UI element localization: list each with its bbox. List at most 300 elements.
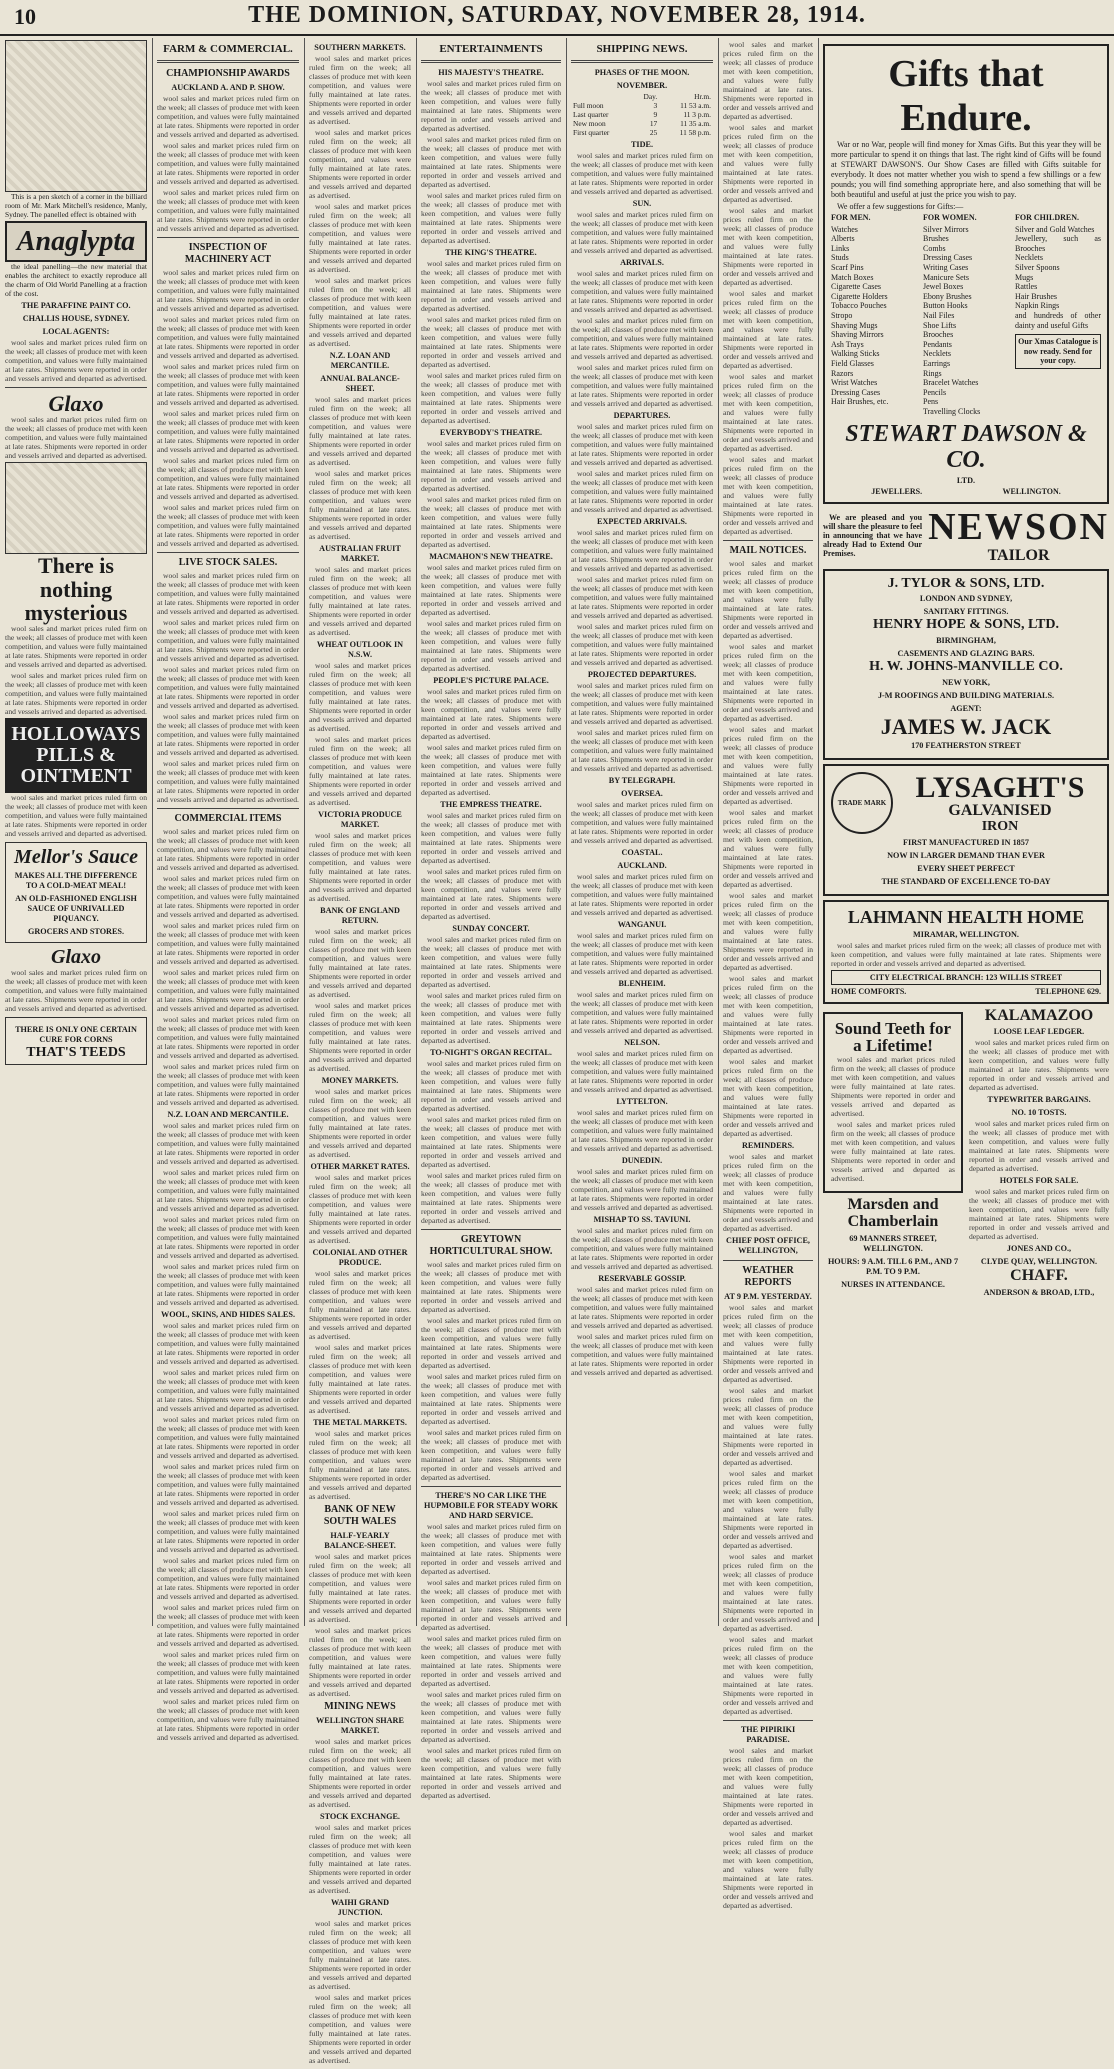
filler: wool sales and market prices ruled firm on the week; all classes of produce met with keen competition, and values were fully maintained at late rates. Shipments were reported in order and vessels arrived and departed as advertised. xyxy=(157,1603,299,1648)
table-row xyxy=(571,128,713,137)
filler: wool sales and market prices ruled firm on the week; all classes of produce met with keen competition, and values were fully maintained at late rates. Shipments were reported in order and vessels arrived and departed as advertised. xyxy=(309,1626,411,1698)
filler: wool sales and market prices ruled firm on the week; all classes of produce met with keen competition, and values were fully maintained at late rates. Shipments were reported in order and vessels arrived and departed as advertised. xyxy=(309,469,411,541)
tylor-loc: LONDON AND SYDNEY, xyxy=(919,594,1013,604)
projected-departures-heading: PROJECTED DEPARTURES. xyxy=(587,670,697,679)
gift-list-item: Jewel Boxes xyxy=(923,282,964,292)
filler: wool sales and market prices ruled firm on the week; all classes of produce met with keen competition, and values were fully maintained at late rates. Shipments were reported in order and vessels arrived and departed as advertised. xyxy=(571,1226,713,1271)
gift-list-item: Watches xyxy=(831,224,858,234)
column-shipping xyxy=(566,38,719,1626)
filler: wool sales and market prices ruled firm on the week; all classes of produce met with keen competition, and values were fully maintained at late rates. Shipments were reported in order and vessels arrived and departed as advertised. xyxy=(723,289,813,370)
newson-name: NEWSON xyxy=(928,505,1109,548)
filler: wool sales and market prices ruled firm on the week; all classes of produce met with keen competition, and values were fully maintained at late rates. Shipments were reported in order and vessels arrived and departed as advertised. xyxy=(157,968,299,1013)
sunday-concert-heading: SUNDAY CONCERT. xyxy=(452,924,530,933)
newson-tailor: TAILOR xyxy=(987,546,1050,564)
filler: wool sales and market prices ruled firm on the week; all classes of produce met with keen competition, and values were fully maintained at late rates. Shipments were reported in order and vessels arrived and departed as advertised. xyxy=(421,1522,561,1576)
gift-list-item: Napkin Rings xyxy=(1015,301,1060,311)
filler: wool sales and market prices ruled firm on the week; all classes of produce met with keen competition, and values were fully maintained at late rates. Shipments were reported in order and vessels arrived and departed as advertised. xyxy=(571,622,713,667)
gift-list-item: Razors xyxy=(831,368,854,378)
table-header-cell: Day. xyxy=(643,92,658,101)
filler: wool sales and market prices ruled firm on the week; all classes of produce met with keen competition, and values were fully maintained at late rates. Shipments were reported in order and vessels arrived and departed as advertised. xyxy=(969,1187,1109,1242)
johns-name: H. W. JOHNS-MANVILLE CO. xyxy=(869,658,1063,674)
birmingham: BIRMINGHAM, xyxy=(936,635,996,645)
filler: wool sales and market prices ruled firm on the week; all classes of produce met with keen competition, and values were fully maintained at late rates. Shipments were reported in order and vessels arrived and departed as advertised. xyxy=(723,1303,813,1384)
filler: wool sales and market prices ruled firm on the week; all classes of produce met with keen competition, and values were fully maintained at late rates. Shipments were reported in order and vessels arrived and departed as advertised. xyxy=(421,1171,561,1225)
marsden-name: Marsden and Chamberlain xyxy=(847,1196,939,1231)
commercial-items-heading: COMMERCIAL ITEMS xyxy=(174,813,282,824)
filler: wool sales and market prices ruled firm on the week; all classes of produce met with keen competition, and values were fully maintained at late rates. Shipments were reported in order and vessels arrived and departed as advertised. xyxy=(309,1343,411,1415)
filler: wool sales and market prices ruled firm on the week; all classes of produce met with keen competition, and values were fully maintained at late rates. Shipments were reported in order and vessels arrived and departed as advertised. xyxy=(421,1372,561,1426)
filler: wool sales and market prices ruled firm on the week; all classes of produce met with keen competition, and values were fully maintained at late rates. Shipments were reported in order and vessels arrived and departed as advertised. xyxy=(571,210,713,255)
gift-list-item: Rings xyxy=(923,368,942,378)
gift-list-item: Hair Brushes xyxy=(1015,291,1057,301)
mellors-line: AN OLD-FASHIONED ENGLISH SAUCE OF UNRIVALLED PIQUANCY. xyxy=(15,893,137,923)
filler: wool sales and market prices ruled firm on the week; all classes of produce met with keen competition, and values were fully maintained at late rates. Shipments were reported in order and vessels arrived and departed as advertised. xyxy=(421,743,561,797)
iron: IRON xyxy=(981,818,1019,834)
filler: wool sales and market prices ruled firm on the week; all classes of produce met with keen competition, and values were fully maintained at late rates. Shipments were reported in order and vessels arrived and departed as advertised. xyxy=(571,528,713,573)
filler: wool sales and market prices ruled firm on the week; all classes of produce met with keen competition, and values were fully maintained at late rates. Shipments were reported in order and vessels arrived and departed as advertised. xyxy=(157,1121,299,1166)
table-cell: 3 xyxy=(653,101,658,110)
gift-list-item: Silver and Gold Watches xyxy=(1015,224,1095,234)
filler: wool sales and market prices ruled firm on the week; all classes of produce met with keen competition, and values were fully maintained at late rates. Shipments were reported in order and vessels arrived and departed as advertised. xyxy=(157,188,299,233)
column-ads-right xyxy=(818,38,1114,1626)
table-header-cell xyxy=(571,92,632,101)
filler: wool sales and market prices ruled firm on the week; all classes of produce met with keen competition, and values were fully maintained at late rates. Shipments were reported in order and vessels arrived and departed as advertised. xyxy=(571,316,713,361)
filler: wool sales and market prices ruled firm on the week; all classes of produce met with keen competition, and values were fully maintained at late rates. Shipments were reported in order and vessels arrived and departed as advertised. xyxy=(157,315,299,360)
filler: wool sales and market prices ruled firm on the week; all classes of produce met with keen competition, and values were fully maintained at late rates. Shipments were reported in order and vessels arrived and departed as advertised. xyxy=(157,503,299,548)
filler: wool sales and market prices ruled firm on the week; all classes of produce met with keen competition, and values were fully maintained at late rates. Shipments were reported in order and vessels arrived and departed as advertised. xyxy=(309,1429,411,1501)
filler: wool sales and market prices ruled firm on the week; all classes of produce met with keen competition, and values were fully maintained at late rates. Shipments were reported in order and vessels arrived and departed as advertised. xyxy=(309,276,411,348)
peoples-heading: PEOPLE'S PICTURE PALACE. xyxy=(433,676,549,685)
filler: wool sales and market prices ruled firm on the week; all classes of produce met with keen competition, and values were fully maintained at late rates. Shipments were reported in order and vessels arrived and departed as advertised. xyxy=(157,1368,299,1413)
men-heading: FOR MEN. xyxy=(831,213,871,222)
standard: THE STANDARD OF EXCELLENCE TO-DAY xyxy=(881,876,1051,886)
children-list xyxy=(1015,213,1101,416)
gift-list-item: Necklets xyxy=(923,349,951,359)
gift-list-item: Cigarette Cases xyxy=(831,282,881,292)
filler: wool sales and market prices ruled firm on the week; all classes of produce met with keen competition, and values were fully maintained at late rates. Shipments were reported in order and vessels arrived and departed as advertised. xyxy=(831,1055,955,1119)
gifts-intro: War or no War, people will find money for Xmas Gifts. But this year they will be more particular to spend it on things that last. The right kind of Gifts will be found at STEWART DAWSON'S. Our Show Cases are filled with Gifts suitable for everybody. It does not matter whether you wish to spend a few shillings or a few pounds; you will find something appropriate here, and also something that will be both beautiful and useful at just the price you wish to pay. xyxy=(831,140,1101,199)
table-cell: 17 xyxy=(649,119,658,128)
filler: wool sales and market prices ruled firm on the week; all classes of produce met with keen competition, and values were fully maintained at late rates. Shipments were reported in order and vessels arrived and departed as advertised. xyxy=(421,1428,561,1482)
sun-heading: SUN. xyxy=(632,199,652,208)
jewellers-label: JEWELLERS. xyxy=(871,486,923,496)
women-list xyxy=(923,213,1009,416)
filler: wool sales and market prices ruled firm on the week; all classes of produce met with keen competition, and values were fully maintained at late rates. Shipments were reported in order and vessels arrived and departed as advertised. xyxy=(723,1469,813,1550)
stewart-dawson-name: STEWART DAWSON & CO. xyxy=(845,421,1087,473)
filler: wool sales and market prices ruled firm on the week; all classes of produce met with keen competition, and values were fully maintained at late rates. Shipments were reported in order and vessels arrived and departed as advertised. xyxy=(157,1321,299,1366)
filler: wool sales and market prices ruled firm on the week; all classes of produce met with keen competition, and values were fully maintained at late rates. Shipments were reported in order and vessels arrived and departed as advertised. xyxy=(421,259,561,313)
filler: wool sales and market prices ruled firm on the week; all classes of produce met with keen competition, and values were fully maintained at late rates. Shipments were reported in order and vessels arrived and departed as advertised. xyxy=(831,1120,955,1184)
page-number: 10 xyxy=(14,4,36,29)
gift-list-item: Silver Spoons xyxy=(1015,262,1060,272)
filler: wool sales and market prices ruled firm on the week; all classes of produce met with keen competition, and values were fully maintained at late rates. Shipments were reported in order and vessels arrived and departed as advertised. xyxy=(157,1062,299,1107)
filler: wool sales and market prices ruled firm on the week; all classes of produce met with keen competition, and values were fully maintained at late rates. Shipments were reported in order and vessels arrived and departed as advertised. xyxy=(157,1215,299,1260)
blenheim-heading: BLENHEIM. xyxy=(618,979,666,988)
filler: wool sales and market prices ruled firm on the week; all classes of produce met with keen competition, and values were fully maintained at late rates. Shipments were reported in order and vessels arrived and departed as advertised. xyxy=(421,811,561,865)
table-cell: 11 35 a.m. xyxy=(680,119,711,128)
nz-loan-heading-2: N.Z. LOAN AND MERCANTILE. xyxy=(329,351,391,370)
gift-list-item: Wrist Watches xyxy=(831,378,878,388)
gift-list-item: Travelling Clocks xyxy=(923,406,981,416)
postmaster-line: CHIEF POST OFFICE, WELLINGTON, xyxy=(726,1236,810,1255)
gift-list-item: Pendants xyxy=(923,339,952,349)
nurses: NURSES IN ATTENDANCE. xyxy=(841,1279,945,1289)
lower-ads-left xyxy=(823,1008,963,1300)
filler: wool sales and market prices ruled firm on the week; all classes of produce met with keen competition, and values were fully maintained at late rates. Shipments were reported in order and vessels arrived and departed as advertised. xyxy=(5,967,147,1013)
filler: wool sales and market prices ruled firm on the week; all classes of produce met with keen competition, and values were fully maintained at late rates. Shipments were reported in order and vessels arrived and departed as advertised. xyxy=(157,874,299,919)
table-row xyxy=(571,110,713,119)
table-cell: Last quarter xyxy=(573,110,609,119)
australian-fruit-heading: AUSTRALIAN FRUIT MARKET. xyxy=(319,544,401,563)
glaxo-ad-2: Glaxo xyxy=(51,945,101,968)
filler: wool sales and market prices ruled firm on the week; all classes of produce met with keen competition, and values were fully maintained at late rates. Shipments were reported in order and vessels arrived and departed as advertised. xyxy=(157,1168,299,1213)
table-row xyxy=(571,101,713,110)
filler: wool sales and market prices ruled firm on the week; all classes of produce met with keen competition, and values were fully maintained at late rates. Shipments were reported in order and vessels arrived and departed as advertised. xyxy=(157,1697,299,1742)
metal-markets-heading: THE METAL MARKETS. xyxy=(313,1418,407,1427)
annual-balance-heading: ANNUAL BALANCE-SHEET. xyxy=(320,374,400,393)
filler: wool sales and market prices ruled firm on the week; all classes of produce met with keen competition, and values were fully maintained at late rates. Shipments were reported in order and vessels arrived and departed as advertised. xyxy=(5,623,147,669)
holloways-ad: HOLLOWAYS PILLS & OINTMENT xyxy=(5,718,147,793)
livestock-heading: LIVE STOCK SALES. xyxy=(178,557,278,568)
filler: wool sales and market prices ruled firm on the week; all classes of produce met with keen competition, and values were fully maintained at late rates. Shipments were reported in order and vessels arrived and departed as advertised. xyxy=(309,831,411,903)
galvanised: GALVANISED xyxy=(948,802,1052,820)
half-yearly-heading: HALF-YEARLY BALANCE-SHEET. xyxy=(324,1531,396,1550)
table-header-row xyxy=(571,92,713,101)
local-agents: LOCAL AGENTS: xyxy=(42,327,110,337)
gift-list-item: Silver Mirrors xyxy=(923,224,969,234)
mysterious-illustration xyxy=(5,462,147,554)
mellors-tagline: MAKES ALL THE DIFFERENCE TO A COLD-MEAT MEAL! xyxy=(14,870,138,890)
lysaght-ad xyxy=(823,764,1109,896)
table-cell: First quarter xyxy=(573,128,610,137)
trademark-seal: TRADE MARK xyxy=(831,772,893,834)
filler: wool sales and market prices ruled firm on the week; all classes of produce met with keen competition, and values were fully maintained at late rates. Shipments were reported in order and vessels arrived and departed as advertised. xyxy=(421,1690,561,1744)
filler: wool sales and market prices ruled firm on the week; all classes of produce met with keen competition, and values were fully maintained at late rates. Shipments were reported in order and vessels arrived and departed as advertised. xyxy=(421,687,561,741)
wellington-share-heading: WELLINGTON SHARE MARKET. xyxy=(316,1716,404,1735)
masthead xyxy=(0,0,1114,36)
first-manufactured: FIRST MANUFACTURED IN 1857 xyxy=(903,837,1029,847)
filler: wool sales and market prices ruled firm on the week; all classes of produce met with keen competition, and values were fully maintained at late rates. Shipments were reported in order and vessels arrived and departed as advertised. xyxy=(5,338,147,384)
home-comforts: HOME COMFORTS. xyxy=(831,986,907,996)
filler: wool sales and market prices ruled firm on the week; all classes of produce met with keen competition, and values were fully maintained at late rates. Shipments were reported in order and vessels arrived and departed as advertised. xyxy=(157,1415,299,1460)
gift-list-item: Pens xyxy=(923,397,939,407)
filler: wool sales and market prices ruled firm on the week; all classes of produce met with keen competition, and values were fully maintained at late rates. Shipments were reported in order and vessels arrived and departed as advertised. xyxy=(157,362,299,407)
waihi-heading: WAIHI GRAND JUNCTION. xyxy=(331,1898,389,1917)
filler: wool sales and market prices ruled firm on the week; all classes of produce met with keen competition, and values were fully maintained at late rates. Shipments were reported in order and vessels arrived and departed as advertised. xyxy=(309,1269,411,1341)
expected-arrivals-heading: EXPECTED ARRIVALS. xyxy=(597,517,687,526)
filler: wool sales and market prices ruled firm on the week; all classes of produce met with keen competition, and values were fully maintained at late rates. Shipments were reported in order and vessels arrived and departed as advertised. xyxy=(723,1829,813,1910)
filler: wool sales and market prices ruled firm on the week; all classes of produce met with keen competition, and values were fully maintained at late rates. Shipments were reported in order and vessels arrived and departed as advertised. xyxy=(723,1552,813,1633)
lahmann-ad xyxy=(823,900,1109,1004)
new-york: NEW YORK, xyxy=(942,677,990,687)
arrivals-heading: ARRIVALS. xyxy=(620,258,664,267)
shipping-heading: SHIPPING NEWS. xyxy=(596,43,688,55)
filler: wool sales and market prices ruled firm on the week; all classes of produce met with keen competition, and values were fully maintained at late rates. Shipments were reported in order and vessels arrived and departed as advertised. xyxy=(723,808,813,889)
filler: wool sales and market prices ruled firm on the week; all classes of produce met with keen competition, and values were fully maintained at late rates. Shipments were reported in order and vessels arrived and departed as advertised. xyxy=(421,1578,561,1632)
organ-recital-heading: TO-NIGHT'S ORGAN RECITAL. xyxy=(430,1048,552,1057)
filler: wool sales and market prices ruled firm on the week; all classes of produce met with keen competition, and values were fully maintained at late rates. Shipments were reported in order and vessels arrived and departed as advertised. xyxy=(831,940,1101,968)
filler: wool sales and market prices ruled firm on the week; all classes of produce met with keen competition, and values were fully maintained at late rates. Shipments were reported in order and vessels arrived and departed as advertised. xyxy=(723,1386,813,1467)
filler: wool sales and market prices ruled firm on the week; all classes of produce met with keen competition, and values were fully maintained at late rates. Shipments were reported in order and vessels arrived and departed as advertised. xyxy=(157,921,299,966)
filler: wool sales and market prices ruled firm on the week; all classes of produce met with keen competition, and values were fully maintained at late rates. Shipments were reported in order and vessels arrived and departed as advertised. xyxy=(157,1462,299,1507)
paradise-heading: THE PIPIRIKI PARADISE. xyxy=(740,1725,796,1744)
filler: wool sales and market prices ruled firm on the week; all classes of produce met with keen competition, and values were fully maintained at late rates. Shipments were reported in order and vessels arrived and departed as advertised. xyxy=(309,54,411,126)
tide-heading: TIDE. xyxy=(630,140,654,149)
filler: wool sales and market prices ruled firm on the week; all classes of produce met with keen competition, and values were fully maintained at late rates. Shipments were reported in order and vessels arrived and departed as advertised. xyxy=(157,456,299,501)
glaxo-ad: Glaxo xyxy=(48,391,104,417)
filler: wool sales and market prices ruled firm on the week; all classes of produce met with keen competition, and values were fully maintained at late rates. Shipments were reported in order and vessels arrived and departed as advertised. xyxy=(571,872,713,917)
anaglypta-brand: Anaglypta xyxy=(5,221,147,262)
other-market-heading: OTHER MARKET RATES. xyxy=(310,1162,410,1171)
filler: wool sales and market prices ruled firm on the week; all classes of produce met with keen competition, and values were fully maintained at late rates. Shipments were reported in order and vessels arrived and departed as advertised. xyxy=(157,827,299,872)
sound-teeth: Sound Teeth for a Lifetime! xyxy=(834,1018,952,1056)
kalamazoo-sub: LOOSE LEAF LEDGER. xyxy=(993,1027,1085,1037)
stewart-ltd: LTD. xyxy=(956,475,976,485)
coastal-heading: COASTAL. xyxy=(621,848,663,857)
bank-england-heading: BANK OF ENGLAND RETURN. xyxy=(320,906,400,925)
newson-ad xyxy=(823,505,1109,565)
table-cell: 11 53 a.m. xyxy=(680,101,711,110)
filler: wool sales and market prices ruled firm on the week; all classes of produce met with keen competition, and values were fully maintained at late rates. Shipments were reported in order and vessels arrived and departed as advertised. xyxy=(157,268,299,313)
gift-list-item: Button Hooks xyxy=(923,301,968,311)
gift-list-item: Scarf Pins xyxy=(831,262,864,272)
filler: wool sales and market prices ruled firm on the week; all classes of produce met with keen competition, and values were fully maintained at late rates. Shipments were reported in order and vessels arrived and departed as advertised. xyxy=(309,1087,411,1159)
jack-name: JAMES W. JACK xyxy=(880,713,1052,739)
departures-heading: DEPARTURES. xyxy=(613,411,671,420)
filler: wool sales and market prices ruled firm on the week; all classes of produce met with keen competition, and values were fully maintained at late rates. Shipments were reported in order and vessels arrived and departed as advertised. xyxy=(571,1049,713,1094)
chaff: CHAFF. xyxy=(1010,1267,1068,1285)
reminders-heading: REMINDERS. xyxy=(741,1141,795,1150)
gift-list-item: Nail Files xyxy=(923,310,955,320)
filler: wool sales and market prices ruled firm on the week; all classes of produce met with keen competition, and values were fully maintained at late rates. Shipments were reported in order and vessels arrived and departed as advertised. xyxy=(421,935,561,989)
column-farm-commercial xyxy=(152,38,305,1742)
gift-lists xyxy=(831,213,1101,416)
filler: wool sales and market prices ruled firm on the week; all classes of produce met with keen competition, and values were fully maintained at late rates. Shipments were reported in order and vessels arrived and departed as advertised. xyxy=(421,867,561,921)
filler: wool sales and market prices ruled firm on the week; all classes of produce met with keen competition, and values were fully maintained at late rates. Shipments were reported in order and vessels arrived and departed as advertised. xyxy=(421,1115,561,1169)
filler: wool sales and market prices ruled firm on the week; all classes of produce met with keen competition, and values were fully maintained at late rates. Shipments were reported in order and vessels arrived and departed as advertised. xyxy=(157,759,299,804)
typewriter-sub: NO. 10 TOSTS. xyxy=(1011,1108,1067,1118)
filler: wool sales and market prices ruled firm on the week; all classes of produce met with keen competition, and values were fully maintained at late rates. Shipments were reported in order and vessels arrived and departed as advertised. xyxy=(421,1059,561,1113)
filler: wool sales and market prices ruled firm on the week; all classes of produce met with keen competition, and values were fully maintained at late rates. Shipments were reported in order and vessels arrived and departed as advertised. xyxy=(157,1650,299,1695)
table-cell: New moon xyxy=(573,119,606,128)
weather-sub: AT 9 P.M. YESTERDAY. xyxy=(724,1292,812,1301)
jones-name: JONES AND CO., xyxy=(1006,1244,1072,1254)
filler: wool sales and market prices ruled firm on the week; all classes of produce met with keen competition, and values were fully maintained at late rates. Shipments were reported in order and vessels arrived and departed as advertised. xyxy=(157,94,299,139)
filler: wool sales and market prices ruled firm on the week; all classes of produce met with keen competition, and values were fully maintained at late rates. Shipments were reported in order and vessels arrived and departed as advertised. xyxy=(157,1556,299,1601)
every-sheet: EVERY SHEET PERFECT xyxy=(917,863,1015,873)
filler: wool sales and market prices ruled firm on the week; all classes of produce met with keen competition, and values were fully maintained at late rates. Shipments were reported in order and vessels arrived and departed as advertised. xyxy=(421,619,561,673)
paint-co: THE PARAFFINE PAINT CO. xyxy=(21,301,131,311)
filler: wool sales and market prices ruled firm on the week; all classes of produce met with keen competition, and values were fully maintained at late rates. Shipments were reported in order and vessels arrived and departed as advertised. xyxy=(571,800,713,845)
filler: wool sales and market prices ruled firm on the week; all classes of produce met with keen competition, and values were fully maintained at late rates. Shipments were reported in order and vessels arrived and departed as advertised. xyxy=(157,1509,299,1554)
stock-exchange-heading: STOCK EXCHANGE. xyxy=(320,1812,400,1821)
filler: wool sales and market prices ruled firm on the week; all classes of produce met with keen competition, and values were fully maintained at late rates. Shipments were reported in order and vessels arrived and departed as advertised. xyxy=(571,151,713,196)
filler: wool sales and market prices ruled firm on the week; all classes of produce met with keen competition, and values were fully maintained at late rates. Shipments were reported in order and vessels arrived and departed as advertised. xyxy=(421,79,561,133)
telephone: TELEPHONE 629. xyxy=(1035,986,1101,996)
men-list xyxy=(831,213,917,416)
gift-list-item: Mugs xyxy=(1015,272,1034,282)
wheat-outlook-heading: WHEAT OUTLOOK IN N.S.W. xyxy=(316,640,404,659)
mysterious-headline: There is nothing mysterious xyxy=(24,553,128,625)
filler: wool sales and market prices ruled firm on the week; all classes of produce met with keen competition, and values were fully maintained at late rates. Shipments were reported in order and vessels arrived and departed as advertised. xyxy=(421,315,561,369)
children-items xyxy=(1015,225,1101,331)
filler: wool sales and market prices ruled firm on the week; all classes of produce met with keen competition, and values were fully maintained at late rates. Shipments were reported in order and vessels arrived and departed as advertised. xyxy=(157,1262,299,1307)
filler: wool sales and market prices ruled firm on the week; all classes of produce met with keen competition, and values were fully maintained at late rates. Shipments were reported in order and vessels arrived and departed as advertised. xyxy=(309,1001,411,1073)
filler: wool sales and market prices ruled firm on the week; all classes of produce met with keen competition, and values were fully maintained at late rates. Shipments were reported in order and vessels arrived and departed as advertised. xyxy=(309,1919,411,1991)
challis-house: CHALLIS HOUSE, SYDNEY. xyxy=(22,314,130,324)
mellors-ad xyxy=(5,842,147,943)
filler: wool sales and market prices ruled firm on the week; all classes of produce met with keen competition, and values were fully maintained at late rates. Shipments were reported in order and vessels arrived and departed as advertised. xyxy=(421,991,561,1045)
filler: wool sales and market prices ruled firm on the week; all classes of produce met with keen competition, and values were fully maintained at late rates. Shipments were reported in order and vessels arrived and departed as advertised. xyxy=(157,1015,299,1060)
gift-list-item: Manicure Sets xyxy=(923,272,969,282)
gift-list-item: Stropo xyxy=(831,310,853,320)
hope-name: HENRY HOPE & SONS, LTD. xyxy=(873,617,1059,633)
filler: wool sales and market prices ruled firm on the week; all classes of produce met with keen competition, and values were fully maintained at late rates. Shipments were reported in order and vessels arrived and departed as advertised. xyxy=(5,670,147,716)
catalogue-box: Our Xmas Catalogue is now ready. Send for your copy. xyxy=(1015,334,1101,369)
filler: wool sales and market prices ruled firm on the week; all classes of produce met with keen competition, and values were fully maintained at late rates. Shipments were reported in order and vessels arrived and departed as advertised. xyxy=(969,1038,1109,1093)
larger-demand: NOW IN LARGER DEMAND THAN EVER xyxy=(887,850,1045,860)
table-row xyxy=(571,119,713,128)
filler: wool sales and market prices ruled firm on the week; all classes of produce met with keen competition, and values were fully maintained at late rates. Shipments were reported in order and vessels arrived and departed as advertised. xyxy=(723,1057,813,1138)
filler: wool sales and market prices ruled firm on the week; all classes of produce met with keen competition, and values were fully maintained at late rates. Shipments were reported in order and vessels arrived and departed as advertised. xyxy=(969,1119,1109,1174)
money-markets-heading: MONEY MARKETS. xyxy=(321,1076,399,1085)
nelson-heading: NELSON. xyxy=(624,1038,660,1047)
filler: wool sales and market prices ruled firm on the week; all classes of produce met with keen competition, and values were fully maintained at late rates. Shipments were reported in order and vessels arrived and departed as advertised. xyxy=(421,495,561,549)
filler: wool sales and market prices ruled firm on the week; all classes of produce met with keen competition, and values were fully maintained at late rates. Shipments were reported in order and vessels arrived and departed as advertised. xyxy=(571,469,713,514)
table-cell: 11 3 p.m. xyxy=(683,110,711,119)
auckland-heading: AUCKLAND. xyxy=(617,861,667,870)
filler: wool sales and market prices ruled firm on the week; all classes of produce met with keen competition, and values were fully maintained at late rates. Shipments were reported in order and vessels arrived and departed as advertised. xyxy=(571,422,713,467)
moon-phases-month: NOVEMBER. xyxy=(616,81,668,90)
filler: wool sales and market prices ruled firm on the week; all classes of produce met with keen competition, and values were fully maintained at late rates. Shipments were reported in order and vessels arrived and departed as advertised. xyxy=(421,563,561,617)
anaglypta-copy: the ideal panelling—the new material that enables the architect to exactly reproduce all the charm of Old World Panelling at a fraction of the cost. xyxy=(5,262,147,299)
filler: wool sales and market prices ruled firm on the week; all classes of produce met with keen competition, and values were fully maintained at late rates. Shipments were reported in order and vessels arrived and departed as advertised. xyxy=(571,1332,713,1377)
men-items xyxy=(831,225,917,407)
column-mail-weather xyxy=(718,38,819,1910)
filler: wool sales and market prices ruled firm on the week; all classes of produce met with keen competition, and values were fully maintained at late rates. Shipments were reported in order and vessels arrived and departed as advertised. xyxy=(571,931,713,976)
gift-list-item: Writing Cases xyxy=(923,262,969,272)
gift-list-item: Brushes xyxy=(923,234,949,244)
newson-lead: We are pleased and you will share the pleasure to feel in announcing that we have already Had to Extend Our Premises. xyxy=(823,512,923,558)
filler: wool sales and market prices ruled firm on the week; all classes of produce met with keen competition, and values were fully maintained at late rates. Shipments were reported in order and vessels arrived and departed as advertised. xyxy=(723,455,813,536)
filler: wool sales and market prices ruled firm on the week; all classes of produce met with keen competition, and values were fully maintained at late rates. Shipments were reported in order and vessels arrived and departed as advertised. xyxy=(723,725,813,806)
filler: wool sales and market prices ruled firm on the week; all classes of produce met with keen competition, and values were fully maintained at late rates. Shipments were reported in order and vessels arrived and departed as advertised. xyxy=(571,1285,713,1330)
filler: wool sales and market prices ruled firm on the week; all classes of produce met with keen competition, and values were fully maintained at late rates. Shipments were reported in order and vessels arrived and departed as advertised. xyxy=(157,712,299,757)
dunedin-heading: DUNEDIN. xyxy=(621,1156,663,1165)
filler: wool sales and market prices ruled firm on the week; all classes of produce met with keen competition, and values were fully maintained at late rates. Shipments were reported in order and vessels arrived and departed as advertised. xyxy=(157,571,299,616)
filler: wool sales and market prices ruled firm on the week; all classes of produce met with keen competition, and values were fully maintained at late rates. Shipments were reported in order and vessels arrived and departed as advertised. xyxy=(309,927,411,999)
teeds-ad xyxy=(5,1017,147,1066)
mail-notices-heading: MAIL NOTICES. xyxy=(729,545,807,556)
jack-address: 170 FEATHERSTON STREET xyxy=(911,740,1021,750)
marsden-hours: HOURS: 9 A.M. TILL 6 P.M., AND 7 P.M. TO 9 P.M. xyxy=(827,1256,959,1276)
filler: wool sales and market prices ruled firm on the week; all classes of produce met with keen competition, and values were fully maintained at late rates. Shipments were reported in order and vessels arrived and departed as advertised. xyxy=(309,395,411,467)
mellors-brand: Mellor's Sauce xyxy=(14,845,138,868)
filler: wool sales and market prices ruled firm on the week; all classes of produce met with keen competition, and values were fully maintained at late rates. Shipments were reported in order and vessels arrived and departed as advertised. xyxy=(309,661,411,733)
sound-teeth-ad xyxy=(823,1012,963,1194)
entertainments-heading: ENTERTAINMENTS xyxy=(439,43,543,55)
filler: wool sales and market prices ruled firm on the week; all classes of produce met with keen competition, and values were fully maintained at late rates. Shipments were reported in order and vessels arrived and departed as advertised. xyxy=(571,990,713,1035)
gift-list-item: Rattles xyxy=(1015,282,1038,292)
lysaght-name: LYSAGHT'S xyxy=(915,770,1085,804)
gift-list-item: Walking Sticks xyxy=(831,349,880,359)
newspaper-title: THE DOMINION, SATURDAY, NOVEMBER 28, 1914. xyxy=(248,2,866,28)
gift-list-item: Match Boxes xyxy=(831,272,874,282)
teeds-brand: THAT'S TEEDS xyxy=(26,1044,126,1060)
table-cell: Full moon xyxy=(573,101,604,110)
filler: wool sales and market prices ruled firm on the week; all classes of produce met with keen competition, and values were fully maintained at late rates. Shipments were reported in order and vessels arrived and departed as advertised. xyxy=(571,681,713,726)
column-ads-left xyxy=(0,38,153,1626)
filler: wool sales and market prices ruled firm on the week; all classes of produce met with keen competition, and values were fully maintained at late rates. Shipments were reported in order and vessels arrived and departed as advertised. xyxy=(5,415,147,461)
lahmann-name: LAHMANN HEALTH HOME xyxy=(847,906,1085,927)
illus-caption: This is a pen sketch of a corner in the billiard room of Mr. Mark Mitchell's residence, Manly, Sydney. The panelled effect is obtained with xyxy=(5,192,147,219)
filler: wool sales and market prices ruled firm on the week; all classes of produce met with keen competition, and values were fully maintained at late rates. Shipments were reported in order and vessels arrived and departed as advertised. xyxy=(723,206,813,287)
moon-phases-heading: PHASES OF THE MOON. xyxy=(594,68,690,77)
filler: wool sales and market prices ruled firm on the week; all classes of produce met with keen competition, and values were fully maintained at late rates. Shipments were reported in order and vessels arrived and departed as advertised. xyxy=(723,891,813,972)
filler: wool sales and market prices ruled firm on the week; all classes of produce met with keen competition, and values were fully maintained at late rates. Shipments were reported in order and vessels arrived and departed as advertised. xyxy=(5,792,147,838)
majesty-heading: HIS MAJESTY'S THEATRE. xyxy=(438,68,544,77)
filler: wool sales and market prices ruled firm on the week; all classes of produce met with keen competition, and values were fully maintained at late rates. Shipments were reported in order and vessels arrived and departed as advertised. xyxy=(723,123,813,204)
casements: CASEMENTS AND GLAZING BARS. xyxy=(897,648,1035,658)
gift-list-item: Shoe Lifts xyxy=(923,320,957,330)
telegraph-heading: BY TELEGRAPH. xyxy=(608,776,676,785)
southern-markets-heading: SOUTHERN MARKETS. xyxy=(314,43,406,52)
jack-agencies-ad xyxy=(823,569,1109,760)
filler: wool sales and market prices ruled firm on the week; all classes of produce met with keen competition, and values were fully maintained at late rates. Shipments were reported in order and vessels arrived and departed as advertised. xyxy=(421,371,561,425)
empress-heading: THE EMPRESS THEATRE. xyxy=(440,800,542,809)
stewart-dawson-ad xyxy=(823,44,1109,504)
anderson: ANDERSON & BROAD, LTD., xyxy=(983,1288,1095,1298)
filler: wool sales and market prices ruled firm on the week; all classes of produce met with keen competition, and values were fully maintained at late rates. Shipments were reported in order and vessels arrived and departed as advertised. xyxy=(723,1746,813,1827)
filler: wool sales and market prices ruled firm on the week; all classes of produce met with keen competition, and values were fully maintained at late rates. Shipments were reported in order and vessels arrived and departed as advertised. xyxy=(421,1316,561,1370)
filler: wool sales and market prices ruled firm on the week; all classes of produce met with keen competition, and values were fully maintained at late rates. Shipments were reported in order and vessels arrived and departed as advertised. xyxy=(723,559,813,640)
gift-list-item: Cigarette Holders xyxy=(831,291,888,301)
gift-list-item: Earrings xyxy=(923,358,951,368)
gift-list-item: Brooches xyxy=(923,330,954,340)
table-cell: 25 xyxy=(649,128,658,137)
filler: wool sales and market prices ruled firm on the week; all classes of produce met with keen competition, and values were fully maintained at late rates. Shipments were reported in order and vessels arrived and departed as advertised. xyxy=(571,363,713,408)
gift-list-item: Links xyxy=(831,243,850,253)
lahmann-loc: MIRAMAR, WELLINGTON. xyxy=(913,929,1019,939)
agent-label: AGENT: xyxy=(950,703,982,713)
gift-list-item: Ebony Brushes xyxy=(923,291,972,301)
table-cell: 11 58 p.m. xyxy=(679,128,711,137)
oversea-heading: OVERSEA. xyxy=(621,789,663,798)
filler: wool sales and market prices ruled firm on the week; all classes of produce met with keen competition, and values were fully maintained at late rates. Shipments were reported in order and vessels arrived and departed as advertised. xyxy=(571,1108,713,1153)
gift-list-item: Studs xyxy=(831,253,849,263)
filler: wool sales and market prices ruled firm on the week; all classes of produce met with keen competition, and values were fully maintained at late rates. Shipments were reported in order and vessels arrived and departed as advertised. xyxy=(309,1173,411,1245)
filler: wool sales and market prices ruled firm on the week; all classes of produce met with keen competition, and values were fully maintained at late rates. Shipments were reported in order and vessels arrived and departed as advertised. xyxy=(309,128,411,200)
filler: wool sales and market prices ruled firm on the week; all classes of produce met with keen competition, and values were fully maintained at late rates. Shipments were reported in order and vessels arrived and departed as advertised. xyxy=(723,40,813,121)
filler: wool sales and market prices ruled firm on the week; all classes of produce met with keen competition, and values were fully maintained at late rates. Shipments were reported in order and vessels arrived and departed as advertised. xyxy=(421,1260,561,1314)
gift-list-item: Ash Trays xyxy=(831,339,864,349)
gift-list-item: Shaving Mugs xyxy=(831,320,878,330)
wool-sales-heading: WOOL, SKINS, AND HIDES SALES. xyxy=(161,1310,295,1319)
table-header-cell: Hr.m. xyxy=(694,92,711,101)
filler: wool sales and market prices ruled firm on the week; all classes of produce met with keen competition, and values were fully maintained at late rates. Shipments were reported in order and vessels arrived and departed as advertised. xyxy=(723,372,813,453)
colonial-produce-heading: COLONIAL AND OTHER PRODUCE. xyxy=(312,1248,408,1267)
column-entertainments xyxy=(416,38,567,1800)
taviuni-heading: MISHAP TO SS. TAVIUNI. xyxy=(593,1215,691,1224)
everybodys-heading: EVERYBODY'S THEATRE. xyxy=(439,428,543,437)
filler: wool sales and market prices ruled firm on the week; all classes of produce met with keen competition, and values were fully maintained at late rates. Shipments were reported in order and vessels arrived and departed as advertised. xyxy=(157,141,299,186)
championship-sub: AUCKLAND A. AND P. SHOW. xyxy=(171,83,285,92)
nz-loan-heading: N.Z. LOAN AND MERCANTILE. xyxy=(167,1110,289,1119)
filler: wool sales and market prices ruled firm on the week; all classes of produce met with keen competition, and values were fully maintained at late rates. Shipments were reported in order and vessels arrived and departed as advertised. xyxy=(723,642,813,723)
jones-address: CLYDE QUAY, WELLINGTON. xyxy=(980,1257,1098,1267)
gift-list-item: Field Glasses xyxy=(831,358,874,368)
filler: wool sales and market prices ruled firm on the week; all classes of produce met with keen competition, and values were fully maintained at late rates. Shipments were reported in order and vessels arrived and departed as advertised. xyxy=(157,665,299,710)
